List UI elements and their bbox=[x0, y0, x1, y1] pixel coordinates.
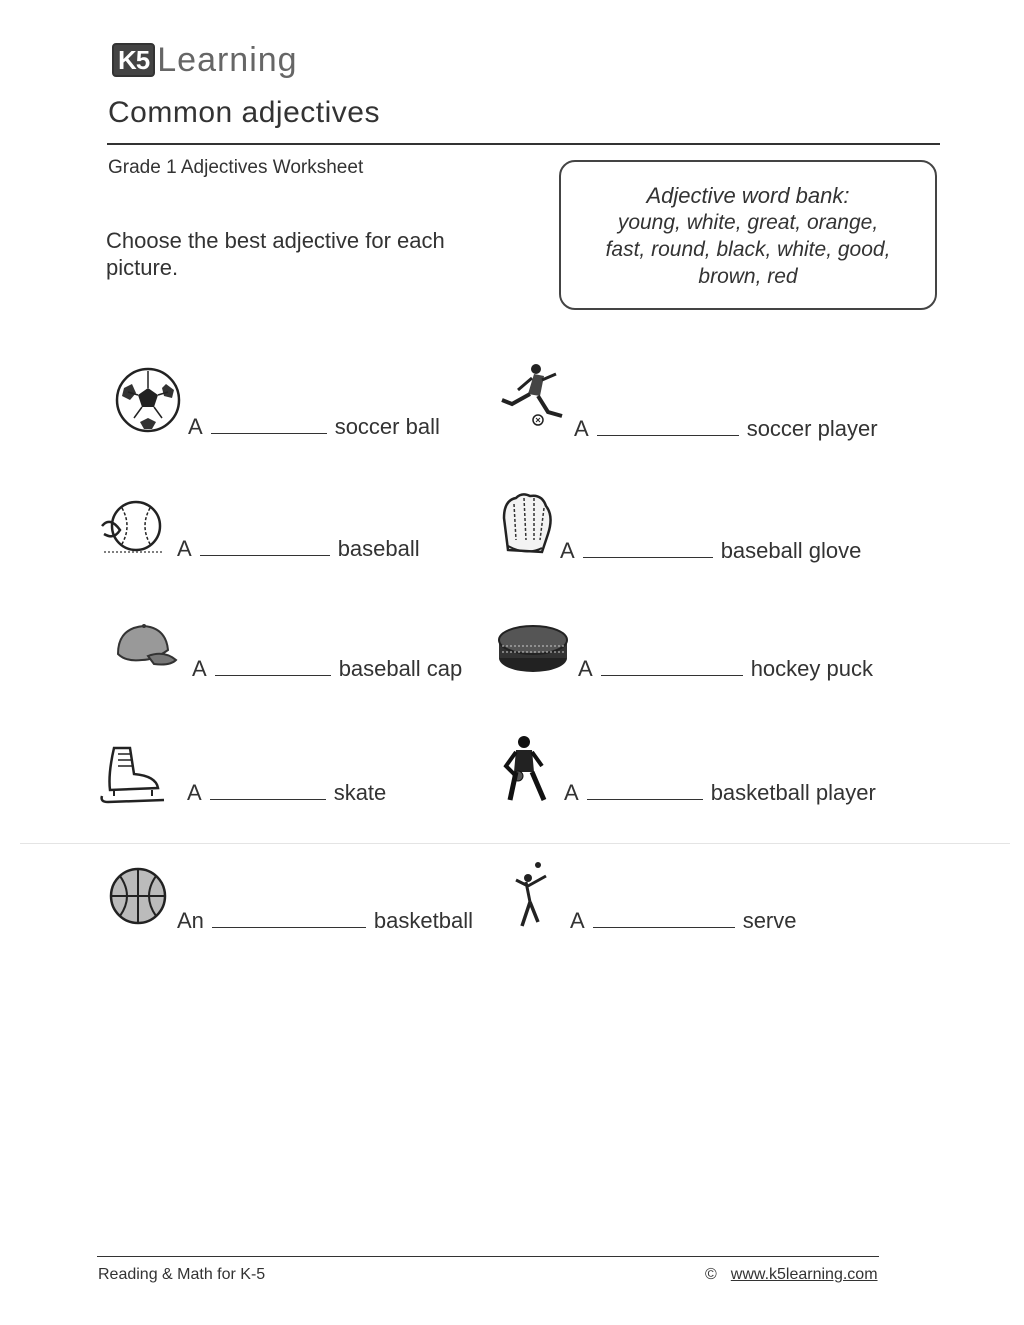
instructions: Choose the best adjective for each picture. bbox=[106, 228, 445, 280]
list-item bbox=[100, 744, 470, 808]
answer-blank[interactable] bbox=[215, 657, 331, 676]
word-bank-title: Adjective word bank: bbox=[646, 183, 850, 208]
baseball-glove-icon bbox=[498, 490, 556, 560]
list-item bbox=[108, 866, 498, 933]
noun: baseball glove bbox=[720, 538, 862, 563]
list-item bbox=[498, 360, 898, 441]
word-bank-line-1: young, white, great, orange, bbox=[617, 211, 879, 234]
baseball-cap-icon bbox=[114, 620, 178, 670]
answer-blank[interactable] bbox=[583, 539, 713, 558]
answer-line bbox=[187, 780, 386, 806]
worksheet-subtitle: Grade 1 Adjectives Worksheet bbox=[108, 157, 364, 178]
noun: soccer player bbox=[746, 416, 878, 441]
footer-copyright bbox=[705, 1266, 878, 1284]
list-item bbox=[114, 620, 484, 684]
answer-blank[interactable] bbox=[593, 909, 735, 928]
logo-box: K5 bbox=[112, 43, 155, 77]
noun: basketball bbox=[373, 908, 473, 933]
list-item bbox=[508, 860, 868, 933]
volleyball-serve-icon bbox=[508, 860, 554, 932]
answer-blank[interactable] bbox=[211, 415, 327, 434]
k5-learning-logo bbox=[112, 36, 298, 84]
noun: baseball bbox=[337, 536, 420, 561]
list-item bbox=[110, 366, 470, 439]
answer-blank[interactable] bbox=[601, 657, 743, 676]
word-bank-line-3: brown, red bbox=[698, 265, 798, 288]
page-title: Common adjectives bbox=[108, 96, 380, 129]
list-item bbox=[496, 734, 896, 805]
soccer-ball-icon bbox=[110, 366, 182, 436]
copyright-symbol: © bbox=[705, 1266, 717, 1283]
answer-line bbox=[192, 656, 462, 682]
logo-text: Learning bbox=[157, 40, 298, 79]
article: A bbox=[188, 414, 203, 439]
answer-line bbox=[578, 656, 873, 682]
answer-blank[interactable] bbox=[212, 909, 366, 928]
article: A bbox=[187, 780, 202, 805]
noun: basketball player bbox=[710, 780, 876, 805]
answer-line bbox=[188, 414, 440, 440]
basketball-icon bbox=[108, 866, 170, 928]
title-rule bbox=[107, 143, 940, 145]
list-item bbox=[498, 490, 898, 563]
basketball-player-icon bbox=[496, 734, 554, 804]
skate-icon bbox=[100, 744, 168, 806]
answer-line bbox=[564, 780, 876, 806]
answer-blank[interactable] bbox=[210, 781, 326, 800]
answer-line bbox=[570, 908, 796, 934]
baseball-icon bbox=[100, 500, 170, 560]
section-separator bbox=[20, 843, 1010, 844]
answer-line bbox=[177, 908, 473, 934]
word-bank bbox=[559, 160, 937, 310]
article: A bbox=[574, 416, 589, 441]
soccer-player-icon bbox=[498, 360, 570, 432]
website-link[interactable]: www.k5learning.com bbox=[730, 1266, 878, 1283]
word-bank-line-2: fast, round, black, white, good, bbox=[605, 238, 891, 261]
answer-line bbox=[177, 536, 420, 562]
noun: serve bbox=[742, 908, 797, 933]
noun: hockey puck bbox=[750, 656, 873, 681]
article: A bbox=[560, 538, 575, 563]
answer-line bbox=[574, 416, 878, 442]
noun: soccer ball bbox=[334, 414, 440, 439]
answer-blank[interactable] bbox=[587, 781, 703, 800]
hockey-puck-icon bbox=[496, 620, 570, 680]
article: An bbox=[177, 908, 204, 933]
footer-rule bbox=[97, 1256, 879, 1257]
list-item bbox=[496, 620, 896, 684]
list-item bbox=[100, 500, 460, 564]
article: A bbox=[192, 656, 207, 681]
noun: skate bbox=[333, 780, 387, 805]
article: A bbox=[570, 908, 585, 933]
article: A bbox=[578, 656, 593, 681]
answer-blank[interactable] bbox=[200, 537, 330, 556]
article: A bbox=[564, 780, 579, 805]
footer-tagline: Reading & Math for K-5 bbox=[98, 1266, 266, 1283]
answer-blank[interactable] bbox=[597, 417, 739, 436]
answer-line bbox=[560, 538, 861, 564]
noun: baseball cap bbox=[338, 656, 463, 681]
article: A bbox=[177, 536, 192, 561]
